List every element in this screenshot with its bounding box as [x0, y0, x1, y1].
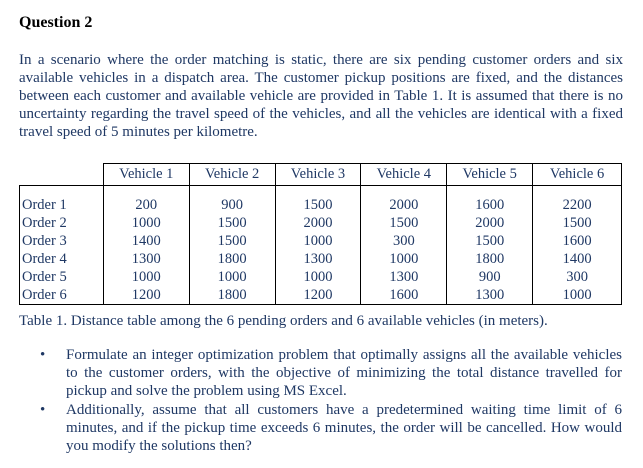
table-cell: 1600: [361, 286, 447, 305]
header-vehicle-6: Vehicle 6: [533, 164, 622, 186]
table-cell: 1500: [189, 232, 275, 250]
task-text: Additionally, assume that all customers have a predetermined waiting time limit of 6 minutes, and if the pickup time exceeds 6 minutes, the order will be cancelled. How would you modify the solutions then?: [66, 402, 622, 454]
table-cell: 300: [361, 232, 447, 250]
table-row: [20, 250, 622, 268]
list-item: [40, 346, 622, 400]
table-row: [20, 214, 622, 232]
bullet-icon: •: [40, 347, 46, 363]
row-label-order-5: Order 5: [20, 268, 104, 286]
bullet-icon: •: [40, 402, 46, 418]
row-label-order-3: Order 3: [20, 232, 104, 250]
table-row: [20, 232, 622, 250]
table-cell: 300: [533, 268, 622, 286]
table-cell: 1800: [189, 250, 275, 268]
table-cell: 1000: [189, 268, 275, 286]
table-cell: 900: [189, 186, 275, 215]
table-corner-cell: [20, 164, 104, 186]
header-vehicle-3: Vehicle 3: [275, 164, 361, 186]
table-cell: 2000: [361, 186, 447, 215]
table-cell: 1600: [447, 186, 533, 215]
task-list: [40, 346, 622, 456]
table-cell: 1000: [103, 268, 189, 286]
table-cell: 1200: [103, 286, 189, 305]
table-caption: Table 1. Distance table among the 6 pending orders and 6 available vehicles (in meters).: [19, 313, 548, 329]
table-header-row: [20, 164, 622, 186]
table-cell: 1000: [275, 232, 361, 250]
table-cell: 1000: [275, 268, 361, 286]
table-cell: 1000: [533, 286, 622, 305]
table-cell: 1400: [103, 232, 189, 250]
table-cell: 1300: [447, 286, 533, 305]
intro-paragraph: In a scenario where the order matching is static, there are six pending customer orders and six available vehicles in a dispatch area. The customer pickup positions are fixed, and the distances between each customer and available vehicle are provided in Table 1. It is assumed that there is no uncertainty regarding the travel speed of the vehicles, and all the vehicles are identical with a fixed travel speed of 5 minutes per kilometre.: [19, 52, 623, 140]
row-label-order-6: Order 6: [20, 286, 104, 305]
table-cell: 1500: [533, 214, 622, 232]
table-row: [20, 268, 622, 286]
table-cell: 2000: [275, 214, 361, 232]
table-cell: 1300: [275, 250, 361, 268]
table-cell: 1300: [361, 268, 447, 286]
table-cell: 900: [447, 268, 533, 286]
table-cell: 2200: [533, 186, 622, 215]
table-cell: 1300: [103, 250, 189, 268]
table-cell: 1000: [103, 214, 189, 232]
header-vehicle-2: Vehicle 2: [189, 164, 275, 186]
table-cell: 200: [103, 186, 189, 215]
row-label-order-2: Order 2: [20, 214, 104, 232]
header-vehicle-5: Vehicle 5: [447, 164, 533, 186]
distance-table: [19, 163, 622, 305]
list-item: [40, 401, 622, 455]
header-vehicle-1: Vehicle 1: [103, 164, 189, 186]
question-heading: Question 2: [19, 14, 93, 31]
table-cell: 2000: [447, 214, 533, 232]
table-cell: 1500: [361, 214, 447, 232]
table-cell: 1600: [533, 232, 622, 250]
table-row: [20, 186, 622, 215]
table-cell: 1200: [275, 286, 361, 305]
table-cell: 1400: [533, 250, 622, 268]
header-vehicle-4: Vehicle 4: [361, 164, 447, 186]
row-label-order-1: Order 1: [20, 186, 104, 215]
table-cell: 1500: [447, 232, 533, 250]
table-cell: 1000: [361, 250, 447, 268]
table-cell: 1500: [275, 186, 361, 215]
task-text: Formulate an integer optimization problem that optimally assigns all the available vehicles to the customer orders, with the objective of minimizing the total distance travelled for pickup and solve the problem using MS Excel.: [66, 347, 622, 399]
row-label-order-4: Order 4: [20, 250, 104, 268]
table-cell: 1800: [189, 286, 275, 305]
table-cell: 1500: [189, 214, 275, 232]
table-row: [20, 286, 622, 305]
table-cell: 1800: [447, 250, 533, 268]
